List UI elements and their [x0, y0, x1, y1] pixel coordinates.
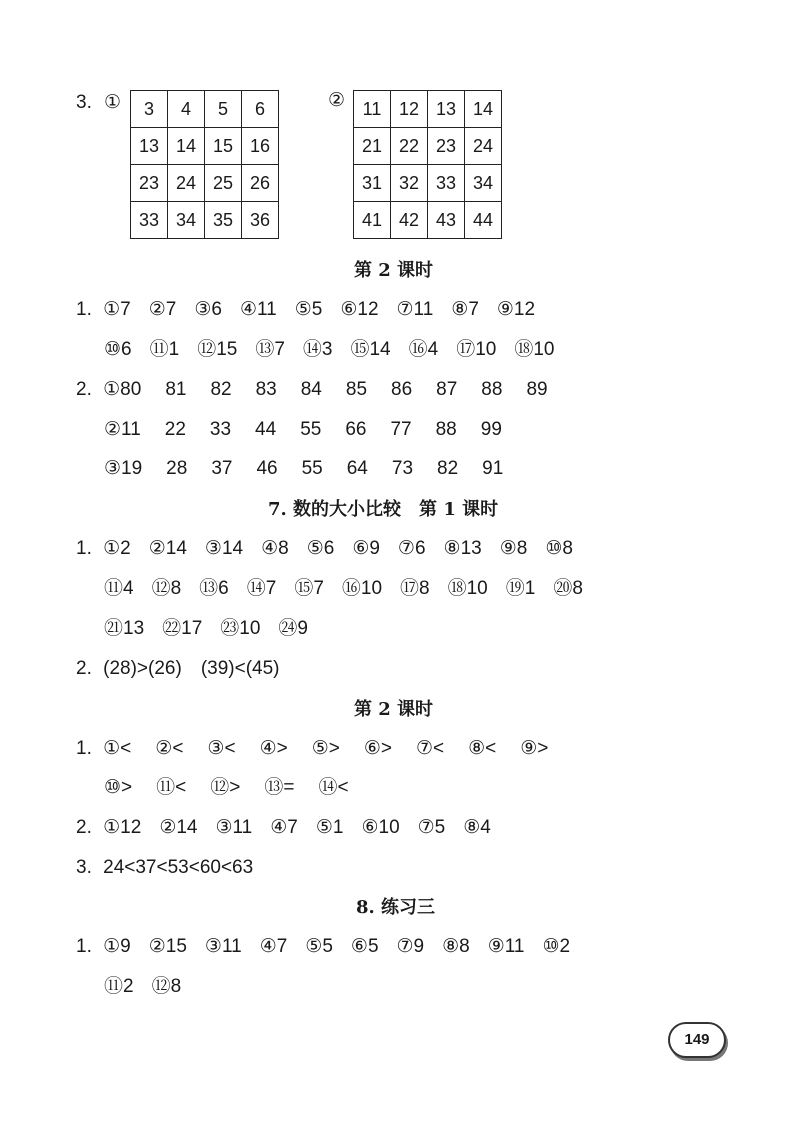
- grid-row: [131, 165, 279, 202]
- answer-item: ③19: [104, 458, 143, 479]
- grid-cell: 24: [465, 128, 502, 165]
- answer-item: ⑨8: [499, 538, 528, 559]
- grid-cell: 43: [428, 202, 465, 239]
- answer-item: ⑨12: [496, 299, 536, 320]
- answer-item: 73: [391, 458, 414, 479]
- answer-item: ⑤5: [294, 299, 323, 320]
- answer-item: ⑧<: [468, 738, 497, 759]
- section-heading: 8. 练习三: [356, 897, 436, 918]
- answer-item: ⑬7: [255, 339, 285, 360]
- grid-cell: 31: [354, 165, 391, 202]
- grid-cell: 3: [131, 91, 168, 128]
- answer-item: 46: [256, 458, 278, 479]
- answer-item: ④7: [270, 817, 298, 838]
- answer-item: ⑰8: [400, 578, 430, 599]
- answer-line: [104, 417, 526, 443]
- answer-line: [76, 297, 553, 323]
- grid-cell: 34: [465, 165, 502, 202]
- answer-item: ②<: [155, 738, 184, 759]
- answer-line: [104, 775, 373, 801]
- answer-item: ⑪1: [149, 339, 180, 360]
- answer-item: ①<: [103, 738, 132, 759]
- grid-cell: 36: [242, 202, 279, 239]
- answer-item: ②14: [148, 538, 187, 559]
- answer-item: ⑪<: [156, 777, 187, 798]
- answer-line: [76, 934, 588, 960]
- question-number: 2.: [76, 379, 92, 400]
- answer-item: ⑥5: [350, 936, 379, 957]
- grid-cell: 6: [242, 91, 279, 128]
- answer-item: 55: [300, 419, 322, 440]
- grid-row: [131, 91, 279, 128]
- answer-line: [76, 815, 509, 841]
- answer-item: ①9: [103, 936, 131, 957]
- answer-item: ⑦<: [415, 738, 445, 759]
- answer-text: 24<37<53<60<63: [103, 857, 254, 878]
- answer-item: 44: [255, 419, 277, 440]
- section-heading: 第 2 课时: [354, 260, 434, 281]
- answer-item: ⑧4: [463, 817, 491, 838]
- answer-item: ④8: [261, 538, 289, 559]
- answer-item: ⑰10: [456, 339, 497, 360]
- answer-item: ⑥>: [363, 738, 392, 759]
- answer-line: [76, 377, 572, 403]
- answer-item: ⑮7: [294, 578, 324, 599]
- answer-item: ⑧8: [442, 936, 470, 957]
- answer-item: 33: [209, 419, 232, 440]
- answer-item: ⑥9: [352, 538, 380, 559]
- answer-item: ⑬=: [264, 777, 295, 798]
- answer-item: 82: [210, 379, 232, 400]
- answer-item: ⑩6: [104, 339, 132, 360]
- answer-item: ⑯4: [408, 339, 439, 360]
- grid-cell: 33: [428, 165, 465, 202]
- question-number: 3.: [76, 857, 92, 878]
- section-heading: 第 2 课时: [354, 699, 434, 720]
- grid-cell: 21: [354, 128, 391, 165]
- answer-item: ①2: [103, 538, 131, 559]
- answer-item: ⑱10: [447, 578, 488, 599]
- question-number: 2.: [76, 658, 92, 679]
- answer-item: ⑳8: [553, 578, 583, 599]
- answer-item: ⑪4: [104, 578, 134, 599]
- answer-item: ⑨>: [520, 738, 549, 759]
- grid-cell: 22: [391, 128, 428, 165]
- answer-item: ③6: [194, 299, 222, 320]
- answer-item: 87: [436, 379, 458, 400]
- grid-cell: 13: [428, 91, 465, 128]
- answer-line: [104, 576, 601, 602]
- answer-item: ①12: [103, 817, 142, 838]
- grid-cell: 5: [205, 91, 242, 128]
- answer-item: 91: [482, 458, 504, 479]
- answer-item: ②14: [159, 817, 198, 838]
- answer-item: 84: [300, 379, 322, 400]
- grid-cell: 24: [168, 165, 205, 202]
- grid-cell: 35: [205, 202, 242, 239]
- answer-item: ①80: [103, 379, 142, 400]
- answer-item: ㉓10: [220, 618, 261, 639]
- answer-item: ⑭7: [246, 578, 277, 599]
- grid-cell: 4: [168, 91, 205, 128]
- answer-item: ⑤1: [315, 817, 344, 838]
- answer-item: 64: [346, 458, 368, 479]
- grid-cell: 13: [131, 128, 168, 165]
- answer-line: [104, 456, 527, 482]
- answer-item: 89: [526, 379, 548, 400]
- question-number: 1.: [76, 936, 92, 957]
- answer-line: [104, 337, 572, 363]
- answer-item: 88: [481, 379, 503, 400]
- page-number-badge: 149: [668, 1022, 726, 1058]
- section-heading: 7. 数的大小比较 第 1 课时: [268, 499, 499, 520]
- grid-row: [354, 202, 502, 239]
- answer-item: 83: [255, 379, 277, 400]
- grid-cell: 14: [465, 91, 502, 128]
- grid-cell: 15: [205, 128, 242, 165]
- answer-item: ⑧7: [451, 299, 479, 320]
- answer-item: ㉒17: [162, 618, 203, 639]
- answer-item: ⑩2: [542, 936, 571, 957]
- answer-item: ②11: [104, 419, 141, 440]
- answer-line: [76, 536, 591, 562]
- answer-item: ㉑13: [104, 618, 145, 639]
- grid-row: [131, 202, 279, 239]
- answer-item: 82: [437, 458, 459, 479]
- answer-item: ③11: [215, 817, 253, 838]
- answer-item: ④11: [239, 299, 277, 320]
- answer-item: ⑪2: [104, 976, 134, 997]
- grid-cell: 16: [242, 128, 279, 165]
- answer-item: 28: [166, 458, 188, 479]
- answer-item: ⑦6: [397, 538, 426, 559]
- answer-line: [104, 974, 199, 1000]
- answer-item: ⑩8: [545, 538, 573, 559]
- answer-item: ②7: [148, 299, 177, 320]
- answer-item: ⑫15: [197, 339, 238, 360]
- answer-item: ⑫8: [151, 976, 182, 997]
- question-number: 1.: [76, 738, 92, 759]
- grid1-marker: ①: [104, 92, 122, 113]
- question-number: 1.: [76, 538, 92, 559]
- answer-item: ⑤5: [305, 936, 333, 957]
- answer-item: ⑥12: [340, 299, 379, 320]
- grid-cell: 34: [168, 202, 205, 239]
- grid-cell: 23: [428, 128, 465, 165]
- answer-line: [76, 736, 572, 762]
- answer-line: [76, 656, 280, 682]
- answer-line: [104, 616, 326, 642]
- answer-item: ⑯10: [341, 578, 383, 599]
- answer-item: 99: [480, 419, 502, 440]
- answer-item: 88: [435, 419, 457, 440]
- answer-item: ⑨11: [487, 936, 525, 957]
- answer-item: 77: [390, 419, 412, 440]
- grid-row: [131, 128, 279, 165]
- question-number: 2.: [76, 817, 92, 838]
- answer-item: ①7: [103, 299, 131, 320]
- grid-cell: 33: [131, 202, 168, 239]
- answer-item: ⑫>: [210, 777, 241, 798]
- answer-item: ⑤>: [311, 738, 340, 759]
- answer-item: ⑩>: [104, 777, 133, 798]
- answer-item: ⑦5: [417, 817, 446, 838]
- answer-line: [76, 855, 253, 881]
- answer-item: ③<: [207, 738, 236, 759]
- answer-item: ⑥10: [361, 817, 400, 838]
- answer-item: 55: [301, 458, 323, 479]
- question-number: 1.: [76, 299, 92, 320]
- answer-item: ⑧13: [443, 538, 482, 559]
- answer-item: ⑭<: [318, 777, 349, 798]
- answer-item: 81: [165, 379, 187, 400]
- answer-item: ⑭3: [302, 339, 333, 360]
- answer-item: ③14: [204, 538, 244, 559]
- answer-item: ⑦9: [396, 936, 425, 957]
- answer-item: ㉔9: [278, 618, 308, 639]
- answer-text: (28)>(26) (39)<(45): [103, 658, 280, 679]
- grid-cell: 25: [205, 165, 242, 202]
- grid-cell: 32: [391, 165, 428, 202]
- answer-item: 66: [345, 419, 367, 440]
- number-grid-2: [353, 90, 502, 239]
- answer-item: ⑫8: [151, 578, 182, 599]
- answer-item: 85: [345, 379, 368, 400]
- grid-cell: 41: [354, 202, 391, 239]
- number-grid-1: [130, 90, 279, 239]
- answer-item: 22: [164, 419, 186, 440]
- answer-item: ④7: [259, 936, 288, 957]
- answer-item: ⑤6: [306, 538, 335, 559]
- grid2-marker: ②: [328, 90, 346, 111]
- grid-cell: 42: [391, 202, 428, 239]
- q3-number: 3.: [76, 92, 92, 113]
- grid-row: [354, 91, 502, 128]
- grid-cell: 44: [465, 202, 502, 239]
- grid-cell: 23: [131, 165, 168, 202]
- grid-cell: 26: [242, 165, 279, 202]
- answer-item: 37: [211, 458, 233, 479]
- answer-item: ④>: [259, 738, 288, 759]
- answer-item: ②15: [148, 936, 187, 957]
- grid-cell: 11: [354, 91, 391, 128]
- answer-item: ⑮14: [350, 339, 391, 360]
- answer-item: ⑬6: [199, 578, 229, 599]
- answer-item: ③11: [204, 936, 242, 957]
- grid-cell: 14: [168, 128, 205, 165]
- answer-item: ⑲1: [505, 578, 536, 599]
- grid-row: [354, 128, 502, 165]
- grid-cell: 12: [391, 91, 428, 128]
- answer-item: 86: [391, 379, 413, 400]
- answer-item: ⑦11: [396, 299, 434, 320]
- answer-item: ⑱10: [514, 339, 555, 360]
- grid-row: [354, 165, 502, 202]
